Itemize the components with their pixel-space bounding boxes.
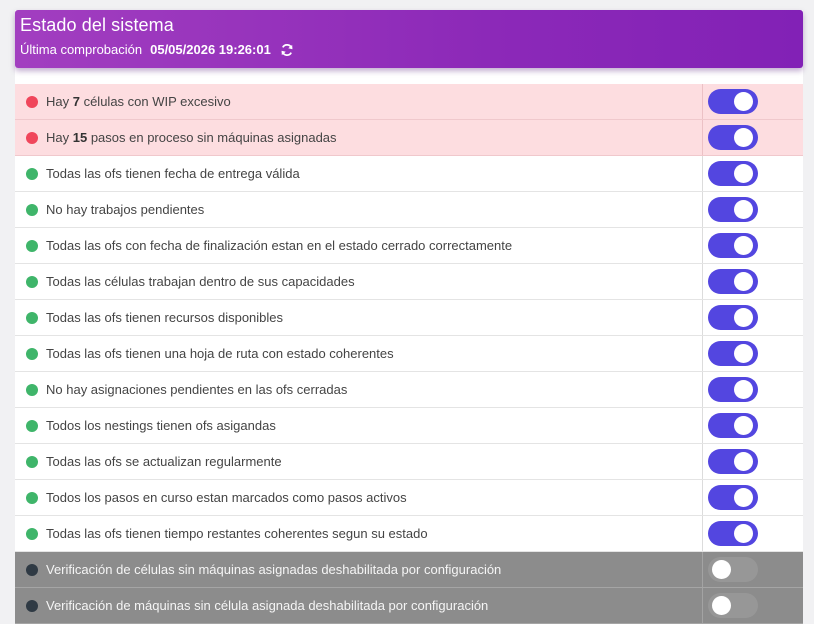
- toggle-knob: [734, 236, 753, 255]
- check-message: [46, 130, 337, 145]
- status-dot-icon: [26, 240, 38, 252]
- toggle-knob: [712, 596, 731, 615]
- column-divider: [702, 156, 703, 191]
- status-check-row: [15, 372, 803, 408]
- column-divider: [702, 408, 703, 443]
- check-enabled-toggle[interactable]: [708, 521, 758, 546]
- column-divider: [702, 480, 703, 515]
- check-message: [46, 238, 512, 253]
- toggle-knob: [734, 200, 753, 219]
- column-divider: [702, 84, 703, 119]
- check-message: [46, 274, 355, 289]
- check-message: [46, 382, 347, 397]
- status-dot-icon: [26, 348, 38, 360]
- toggle-knob: [734, 452, 753, 471]
- status-dot-icon: [26, 600, 38, 612]
- check-message: [46, 562, 501, 577]
- check-message-text: Todos los nestings tienen ofs asigandas: [46, 418, 276, 433]
- toggle-knob: [734, 92, 753, 111]
- column-divider: [702, 264, 703, 299]
- toggle-knob: [734, 416, 753, 435]
- toggle-knob: [734, 344, 753, 363]
- toggle-knob: [734, 272, 753, 291]
- column-divider: [702, 552, 703, 587]
- status-dot-icon: [26, 420, 38, 432]
- check-message-text: Todas las ofs tienen una hoja de ruta con estado coherentes: [46, 346, 394, 361]
- check-count: 7: [72, 94, 80, 109]
- status-check-row: [15, 444, 803, 480]
- status-check-row: [15, 84, 803, 120]
- status-check-row: [15, 156, 803, 192]
- panel-header: [15, 10, 803, 68]
- toggle-knob: [734, 308, 753, 327]
- status-check-row: [15, 264, 803, 300]
- refresh-icon[interactable]: [280, 43, 294, 57]
- check-enabled-toggle[interactable]: [708, 341, 758, 366]
- toggle-knob: [734, 128, 753, 147]
- column-divider: [702, 336, 703, 371]
- status-check-row: [15, 300, 803, 336]
- check-enabled-toggle[interactable]: [708, 449, 758, 474]
- status-dot-icon: [26, 384, 38, 396]
- status-dot-icon: [26, 492, 38, 504]
- check-enabled-toggle[interactable]: [708, 89, 758, 114]
- toggle-knob: [734, 488, 753, 507]
- check-message-suffix: células con WIP excesivo: [79, 94, 231, 109]
- last-check-label: Última comprobación: [20, 42, 143, 57]
- status-dot-icon: [26, 96, 38, 108]
- check-message-text: Todas las ofs tienen fecha de entrega válida: [46, 166, 300, 181]
- status-dot-icon: [26, 168, 38, 180]
- last-check-timestamp: 05/05/2026 19:26:01: [150, 42, 271, 57]
- status-check-row: [15, 228, 803, 264]
- check-message: [46, 490, 407, 505]
- column-divider: [702, 228, 703, 263]
- check-enabled-toggle[interactable]: [708, 593, 758, 618]
- check-message: [46, 526, 428, 541]
- check-count: 15: [72, 130, 88, 145]
- check-enabled-toggle[interactable]: [708, 233, 758, 258]
- check-enabled-toggle[interactable]: [708, 377, 758, 402]
- check-list: [15, 84, 803, 624]
- check-message-text: Todas las células trabajan dentro de sus capacidades: [46, 274, 355, 289]
- status-check-row: [15, 120, 803, 156]
- check-enabled-toggle[interactable]: [708, 197, 758, 222]
- column-divider: [702, 516, 703, 551]
- column-divider: [702, 120, 703, 155]
- column-divider: [702, 300, 703, 335]
- check-message-text: Todas las ofs tienen tiempo restantes coherentes segun su estado: [46, 526, 428, 541]
- check-message: [46, 310, 283, 325]
- check-message-text: Verificación de máquinas sin célula asignada deshabilitada por configuración: [46, 598, 489, 613]
- check-enabled-toggle[interactable]: [708, 125, 758, 150]
- status-check-row: [15, 552, 803, 588]
- check-message: [46, 94, 231, 109]
- check-message-text: Todas las ofs tienen recursos disponibles: [46, 310, 284, 325]
- check-message: [46, 454, 282, 469]
- status-check-row: [15, 480, 803, 516]
- check-message-text: Verificación de células sin máquinas asignadas deshabilitada por configuración: [46, 562, 502, 577]
- toggle-knob: [712, 560, 731, 579]
- check-enabled-toggle[interactable]: [708, 485, 758, 510]
- check-message-text: No hay trabajos pendientes: [46, 202, 205, 217]
- column-divider: [702, 192, 703, 227]
- status-dot-icon: [26, 276, 38, 288]
- status-dot-icon: [26, 312, 38, 324]
- status-check-row: [15, 408, 803, 444]
- status-check-row: [15, 192, 803, 228]
- column-divider: [702, 372, 703, 407]
- check-message: [46, 598, 488, 613]
- status-check-row: [15, 516, 803, 552]
- status-dot-icon: [26, 564, 38, 576]
- check-message-text: No hay asignaciones pendientes en las ofs cerradas: [46, 382, 348, 397]
- system-status-panel: [15, 10, 803, 619]
- column-divider: [702, 444, 703, 479]
- check-enabled-toggle[interactable]: [708, 269, 758, 294]
- check-message: [46, 346, 394, 361]
- check-enabled-toggle[interactable]: [708, 413, 758, 438]
- check-message-suffix: pasos en proceso sin máquinas asignadas: [87, 130, 337, 145]
- toggle-knob: [734, 524, 753, 543]
- toggle-knob: [734, 164, 753, 183]
- page-title: Estado del sistema: [20, 15, 174, 35]
- status-dot-icon: [26, 456, 38, 468]
- check-enabled-toggle[interactable]: [708, 161, 758, 186]
- status-dot-icon: [26, 528, 38, 540]
- status-dot-icon: [26, 204, 38, 216]
- check-enabled-toggle[interactable]: [708, 305, 758, 330]
- check-message-text: Todas las ofs se actualizan regularmente: [46, 454, 282, 469]
- check-enabled-toggle[interactable]: [708, 557, 758, 582]
- check-message: [46, 202, 204, 217]
- column-divider: [702, 588, 703, 623]
- check-message-text: Todos los pasos en curso estan marcados como pasos activos: [46, 490, 407, 505]
- status-dot-icon: [26, 132, 38, 144]
- last-check-row: [20, 42, 294, 57]
- check-message-text: Hay: [46, 130, 73, 145]
- status-check-row: [15, 336, 803, 372]
- check-message-text: Todas las ofs con fecha de finalización estan en el estado cerrado correctamente: [46, 238, 513, 253]
- check-message: [46, 166, 300, 181]
- check-message-text: Hay: [46, 94, 73, 109]
- toggle-knob: [734, 380, 753, 399]
- check-message: [46, 418, 276, 433]
